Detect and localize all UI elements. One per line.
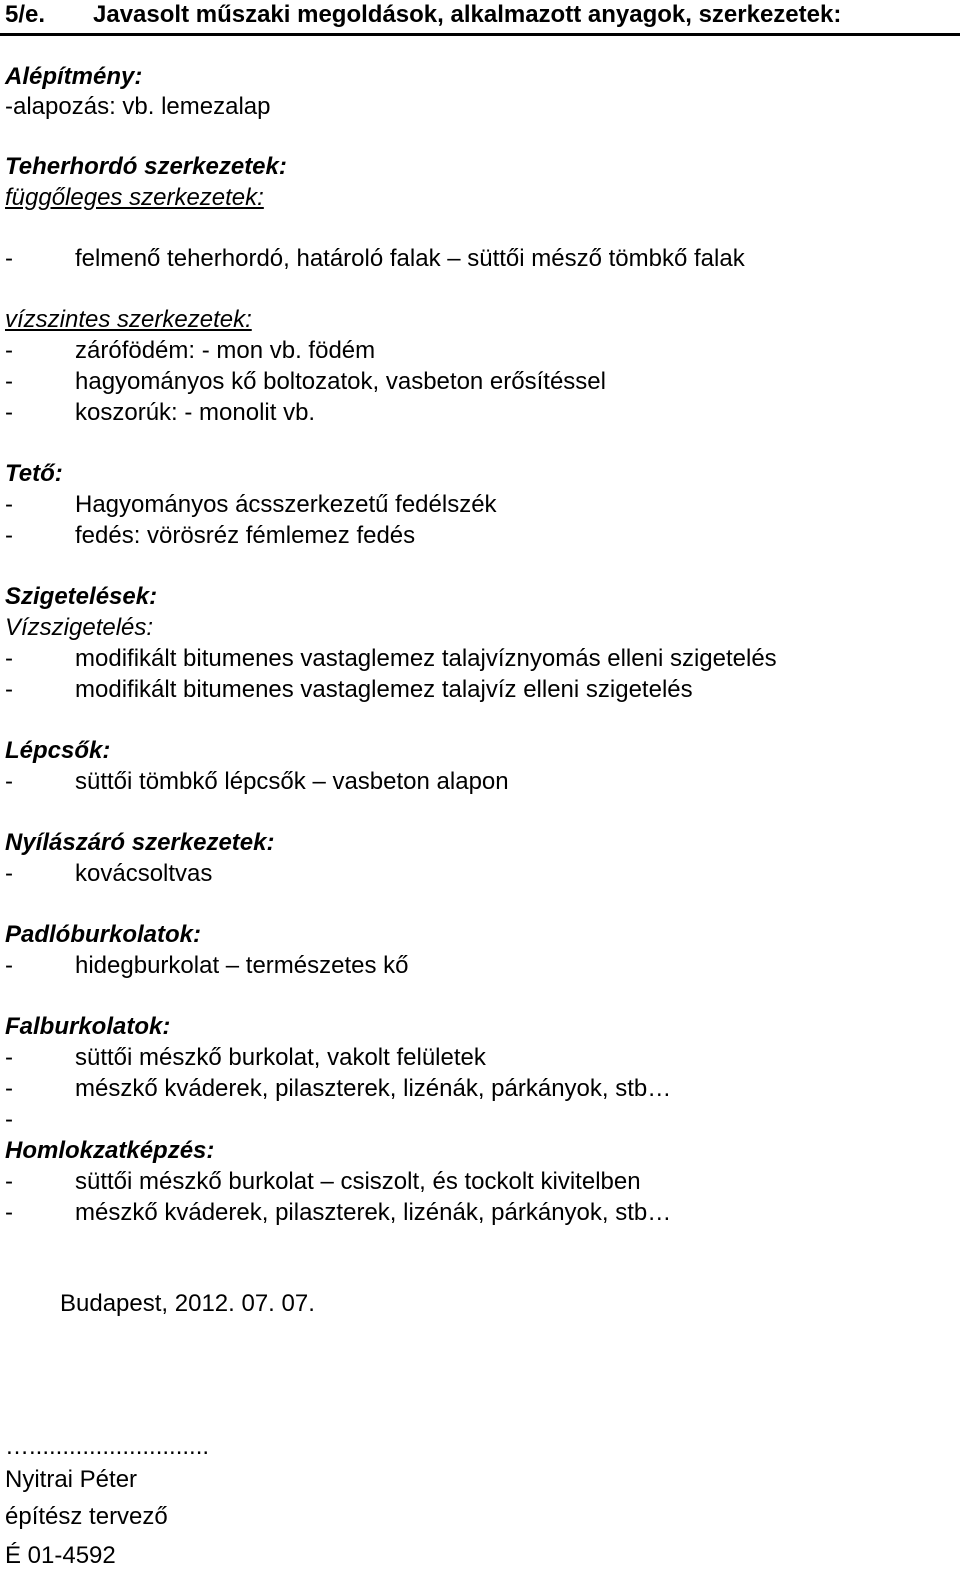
section-number: 5/e. [5, 1, 46, 28]
license-number: É 01-4592 [5, 1542, 116, 1569]
heading-teto: Tető: [5, 460, 63, 487]
signer-role: építész tervező [5, 1503, 168, 1530]
list-item: - fedés: vörösréz fémlemez fedés [5, 522, 416, 549]
list-item: - hagyományos kő boltozatok, vasbeton erősítéssel [5, 368, 606, 395]
place-date: Budapest, 2012. 07. 07. [60, 1290, 315, 1317]
label-fuggoleges: függőleges szerkezetek: [5, 184, 264, 211]
section-title [5, 0, 841, 30]
list-item: - hidegburkolat – természetes kő [5, 952, 409, 979]
heading-falburkolat: Falburkolatok: [5, 1013, 171, 1040]
list-item: - zárófödém: - mon vb. födém [5, 337, 376, 364]
alepitmeny-line: -alapozás: vb. lemezalap [5, 93, 271, 120]
heading-szigetelesek: Szigetelések: [5, 583, 158, 610]
section-title-text: Javasolt műszaki megoldások, alkalmazott anyagok, szerkezetek: [93, 1, 842, 28]
signer-name: Nyitrai Péter [5, 1466, 138, 1493]
heading-alepitmeny: Alépítmény: [5, 63, 143, 90]
signature-dots: …........................... [5, 1433, 210, 1460]
list-item: - mészkő kváderek, pilaszterek, lizénák, párkányok, stb… [5, 1199, 672, 1226]
list-item: - süttői tömbkő lépcsők – vasbeton alapon [5, 768, 509, 795]
list-item: - modifikált bitumenes vastaglemez talajvíz elleni szigetelés [5, 676, 693, 703]
label-vizszigeteles: Vízszigetelés: [5, 614, 154, 641]
stray-dash: - [5, 1106, 13, 1133]
list-item: - modifikált bitumenes vastaglemez talajvíznyomás elleni szigetelés [5, 645, 777, 672]
label-vizszintes: vízszintes szerkezetek: [5, 306, 252, 333]
heading-teherhordo: Teherhordó szerkezetek: [5, 153, 287, 180]
list-item: - süttői mészkő burkolat, vakolt felületek [5, 1044, 486, 1071]
heading-nyilaszaro: Nyílászáró szerkezetek: [5, 829, 275, 856]
list-item: - Hagyományos ácsszerkezetű fedélszék [5, 491, 497, 518]
list-item: - kovácsoltvas [5, 860, 213, 887]
heading-padlo: Padlóburkolatok: [5, 921, 202, 948]
list-item: - felmenő teherhordó, határoló falak – süttői mésző tömbkő falak [5, 245, 745, 272]
heading-lepcsok: Lépcsők: [5, 737, 111, 764]
list-item: - koszorúk: - monolit vb. [5, 399, 316, 426]
heading-homlokzat: Homlokzatképzés: [5, 1137, 215, 1164]
list-item: - süttői mészkő burkolat – csiszolt, és tockolt kivitelben [5, 1168, 641, 1195]
list-item: - mészkő kváderek, pilaszterek, lizénák, párkányok, stb… [5, 1075, 672, 1102]
title-underline [0, 33, 960, 36]
